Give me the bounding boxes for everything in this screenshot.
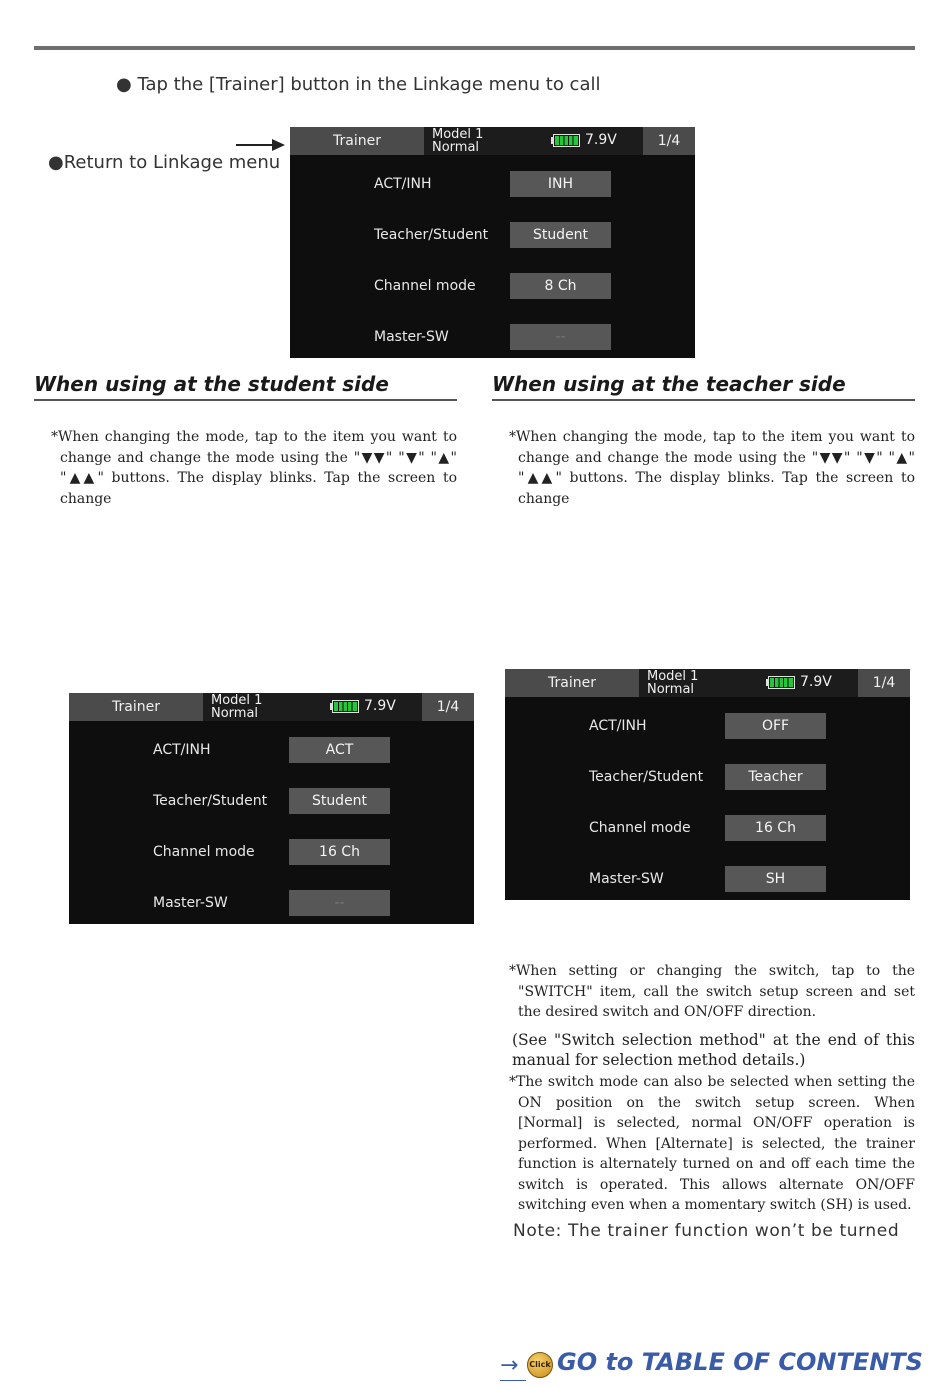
model-info	[211, 694, 262, 720]
trainer-screen-top	[290, 127, 695, 358]
trainer-tab-button[interactable]: Trainer	[505, 669, 639, 697]
model-info	[432, 128, 483, 154]
battery-icon	[766, 676, 795, 689]
trainer-screen-student	[69, 693, 474, 924]
page-indicator-button[interactable]: 1/4	[858, 669, 910, 697]
model-name: Model 1	[432, 127, 484, 142]
act-inh-label: ACT/INH	[153, 742, 211, 758]
return-note: ●Return to Linkage menu	[48, 152, 281, 173]
trainer-tab-button[interactable]: Trainer	[290, 127, 424, 155]
student-section-title: When using at the student side	[34, 372, 457, 401]
teacher-section-title: When using at the teacher side	[492, 372, 915, 401]
final-note: Note: The trainer function won’t be turned	[513, 1221, 900, 1241]
intro-instruction	[116, 74, 601, 95]
channel-mode-label: Channel mode	[589, 820, 691, 836]
arrow-underline	[500, 1380, 526, 1381]
master-sw-label: Master-SW	[153, 895, 228, 911]
act-inh-button[interactable]: INH	[510, 171, 611, 197]
arrow-right-icon: →	[500, 1353, 519, 1378]
table-of-contents-link[interactable]	[500, 1347, 923, 1383]
act-inh-button[interactable]: ACT	[289, 737, 390, 763]
switch-setup-note: *When setting or changing the switch, tap to the "SWITCH" item, call the switch setup screen and set the desired switch and ON/OFF direction.	[509, 963, 915, 1020]
toc-link-label[interactable]: GO to TABLE OF CONTENTS	[557, 1348, 923, 1376]
act-inh-button[interactable]: OFF	[725, 713, 826, 739]
model-name: Model 1	[647, 669, 699, 684]
teacher-student-label: Teacher/Student	[589, 769, 704, 785]
model-info	[647, 670, 698, 696]
battery-icon	[330, 700, 359, 713]
trainer-screen-teacher	[505, 669, 910, 900]
master-sw-button[interactable]: --	[510, 324, 611, 350]
teacher-mode-note: *When changing the mode, tap to the item you want to change and change the mode using the "▼▼" "▼" "▲" "▲▲" buttons. The display blinks. Tap the screen to change	[509, 429, 915, 507]
teacher-student-button[interactable]: Teacher	[725, 764, 826, 790]
teacher-student-button[interactable]: Student	[289, 788, 390, 814]
channel-mode-button[interactable]: 16 Ch	[725, 815, 826, 841]
channel-mode-label: Channel mode	[153, 844, 255, 860]
voltage-readout: 7.9V	[585, 132, 617, 148]
condition-name: Normal	[211, 706, 259, 721]
master-sw-button[interactable]: SH	[725, 866, 826, 892]
top-divider	[34, 46, 915, 50]
act-inh-label: ACT/INH	[589, 718, 647, 734]
teacher-student-button[interactable]: Student	[510, 222, 611, 248]
teacher-student-label: Teacher/Student	[374, 227, 489, 243]
channel-mode-button[interactable]: 16 Ch	[289, 839, 390, 865]
teacher-student-label: Teacher/Student	[153, 793, 268, 809]
switch-mode-note: *The switch mode can also be selected when setting the ON position on the switch setup screen. When [Normal] is selected, normal ON/OFF operation is performed. When [Alternate] is selected, the trainer function is alternately turned on and off each time the switch is operated. This allows alternate ON/OFF switching even when a momentary switch (SH) is used.	[509, 1074, 915, 1213]
see-also-note: (See "Switch selection method" at the end of this manual for selection method details.)	[512, 1031, 915, 1069]
trainer-tab-button[interactable]: Trainer	[69, 693, 203, 721]
master-sw-button[interactable]: --	[289, 890, 390, 916]
condition-name: Normal	[432, 140, 480, 155]
voltage-readout: 7.9V	[364, 698, 396, 714]
channel-mode-button[interactable]: 8 Ch	[510, 273, 611, 299]
click-icon: Click	[527, 1352, 553, 1378]
master-sw-label: Master-SW	[589, 871, 664, 887]
model-name: Model 1	[211, 693, 263, 708]
battery-icon	[551, 134, 580, 147]
bullet: ●	[116, 74, 132, 95]
act-inh-label: ACT/INH	[374, 176, 432, 192]
master-sw-label: Master-SW	[374, 329, 449, 345]
student-mode-note: *When changing the mode, tap to the item you want to change and change the mode using the "▼▼" "▼" "▲" "▲▲" buttons. The display blinks. Tap the screen to change	[51, 429, 457, 507]
right-arrow-icon	[236, 137, 286, 153]
channel-mode-label: Channel mode	[374, 278, 476, 294]
page-indicator-button[interactable]: 1/4	[422, 693, 474, 721]
voltage-readout: 7.9V	[800, 674, 832, 690]
condition-name: Normal	[647, 682, 695, 697]
page-indicator-button[interactable]: 1/4	[643, 127, 695, 155]
intro-text: Tap the [Trainer] button in the Linkage menu to call	[137, 74, 601, 95]
